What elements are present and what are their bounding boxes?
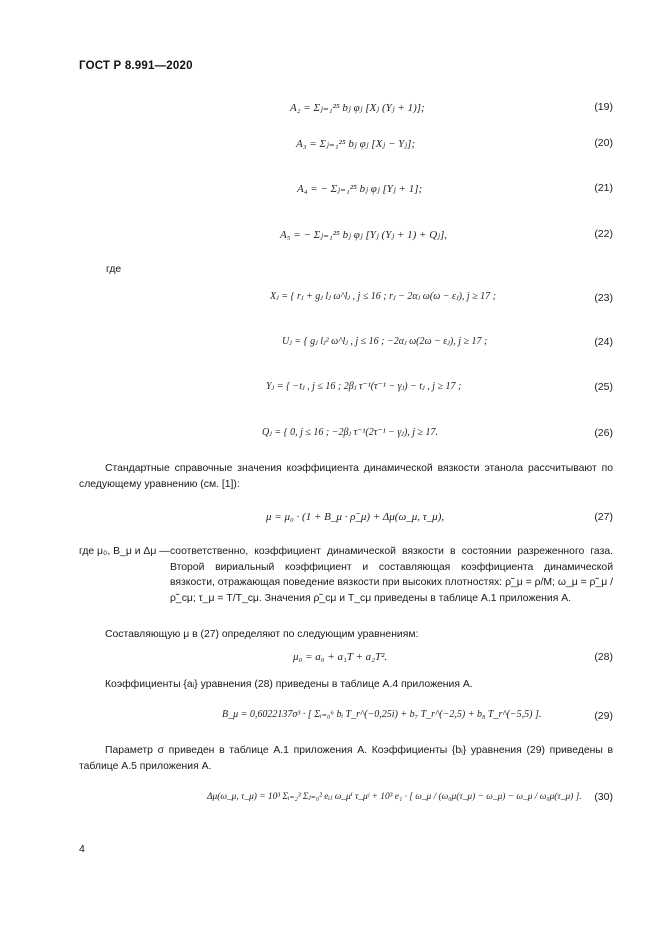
equation-number-27: (27)	[594, 511, 613, 523]
equation-19: A₂ = Σⱼ₌₁²⁵ bⱼ φⱼ [Xⱼ (Yⱼ + 1)];	[290, 102, 425, 114]
equation-number-30: (30)	[594, 791, 613, 803]
equation-number-25: (25)	[594, 381, 613, 393]
equation-24: Uⱼ = { gⱼ lⱼ² ω^lⱼ , j ≤ 16 ; −2αⱼ ω(2ω − εⱼ), j ≥ 17 ;	[282, 336, 488, 347]
paragraph-components: Составляющую μ в (27) определяют по следующим уравнениям:	[105, 629, 419, 640]
page-number: 4	[79, 843, 85, 855]
equation-number-21: (21)	[594, 182, 613, 194]
paragraph-coefficients-a: Коэффициенты {aᵢ} уравнения (28) приведены в таблице А.4 приложения А.	[105, 679, 473, 690]
equation-27: μ = μ₀ · (1 + B_μ · ρ̃_μ) + Δμ(ω_μ, τ_μ),	[266, 511, 445, 523]
equation-number-26: (26)	[594, 427, 613, 439]
equation-number-20: (20)	[594, 137, 613, 149]
equation-number-28: (28)	[594, 651, 613, 663]
where-label: где	[106, 264, 122, 275]
document-header: ГОСТ Р 8.991—2020	[79, 60, 193, 72]
equation-number-24: (24)	[594, 336, 613, 348]
equation-number-23: (23)	[594, 292, 613, 304]
paragraph-reference-values: Стандартные справочные значения коэффициента динамической вязкости этанола рассчитывают по следующему уравнению (см. [1]):	[79, 463, 613, 490]
equation-number-22: (22)	[594, 228, 613, 240]
equation-23: Xⱼ = { rⱼ + gⱼ lⱼ ω^lⱼ , j ≤ 16 ; rⱼ − 2αⱼ ω(ω − εⱼ), j ≥ 17 ;	[270, 291, 497, 302]
equation-26: Qⱼ = { 0, j ≤ 16 ; −2βⱼ τ⁻¹(2τ⁻¹ − γⱼ), j ≥ 17.	[262, 427, 439, 438]
equation-20: A₃ = Σⱼ₌₁²⁵ bⱼ φⱼ [Xⱼ − Yⱼ];	[296, 138, 416, 150]
equation-21: A₄ = − Σⱼ₌₁²⁵ bⱼ φⱼ [Yⱼ + 1];	[297, 183, 423, 195]
equation-30: Δμ(ω_μ, τ_μ) = 10³ Σᵢ₌₂³ Σⱼ₌₀² eᵢⱼ ω_μⁱ τ_μʲ + 10³ e₁ · [ ω_μ / (ω₀μ(τ_μ) − ω_μ) − ω_μ / ω₀μ(τ_μ) ].	[207, 792, 582, 802]
equation-number-19: (19)	[594, 101, 613, 113]
definition-label: где μ₀, B_μ и Δμ —	[79, 546, 170, 557]
equation-22: A₅ = − Σⱼ₌₁²⁵ bⱼ φⱼ [Yⱼ (Yⱼ + 1) + Qⱼ],	[280, 229, 448, 241]
equation-25: Yⱼ = { −tⱼ , j ≤ 16 ; 2βⱼ τ⁻¹(τ⁻¹ − γⱼ) − tⱼ , j ≥ 17 ;	[266, 381, 462, 392]
equation-29: B_μ = 0,6022137σ³ · [ Σᵢ₌₀⁶ bᵢ T_r^(−0,25i) + b₇ T_r^(−2,5) + b₈ T_r^(−5,5) ].	[222, 709, 542, 720]
paragraph-coefficients-b: Параметр σ приведен в таблице А.1 приложения А. Коэффициенты {bᵢ} уравнения (29) приведены в таблице А.5 приложения А.	[79, 745, 613, 772]
equation-28: μ₀ = a₀ + a₁T + a₂T².	[293, 651, 388, 663]
definition-body: соответственно, коэффициент динамической вязкости в состоянии разреженного газа. Второй вириальный коэффициент и составляющая коэффициента динамической вязкости, отражающая поведение вязкости при высоких плотностях: ρ̃_μ = ρ/M; ω_μ = ρ̃_μ / ρ̃_сμ; τ_μ = T/T_сμ. Значения ρ̃_сμ и T_сμ приведены в таблице А.1 приложения А.	[170, 546, 613, 604]
equation-number-29: (29)	[594, 710, 613, 722]
